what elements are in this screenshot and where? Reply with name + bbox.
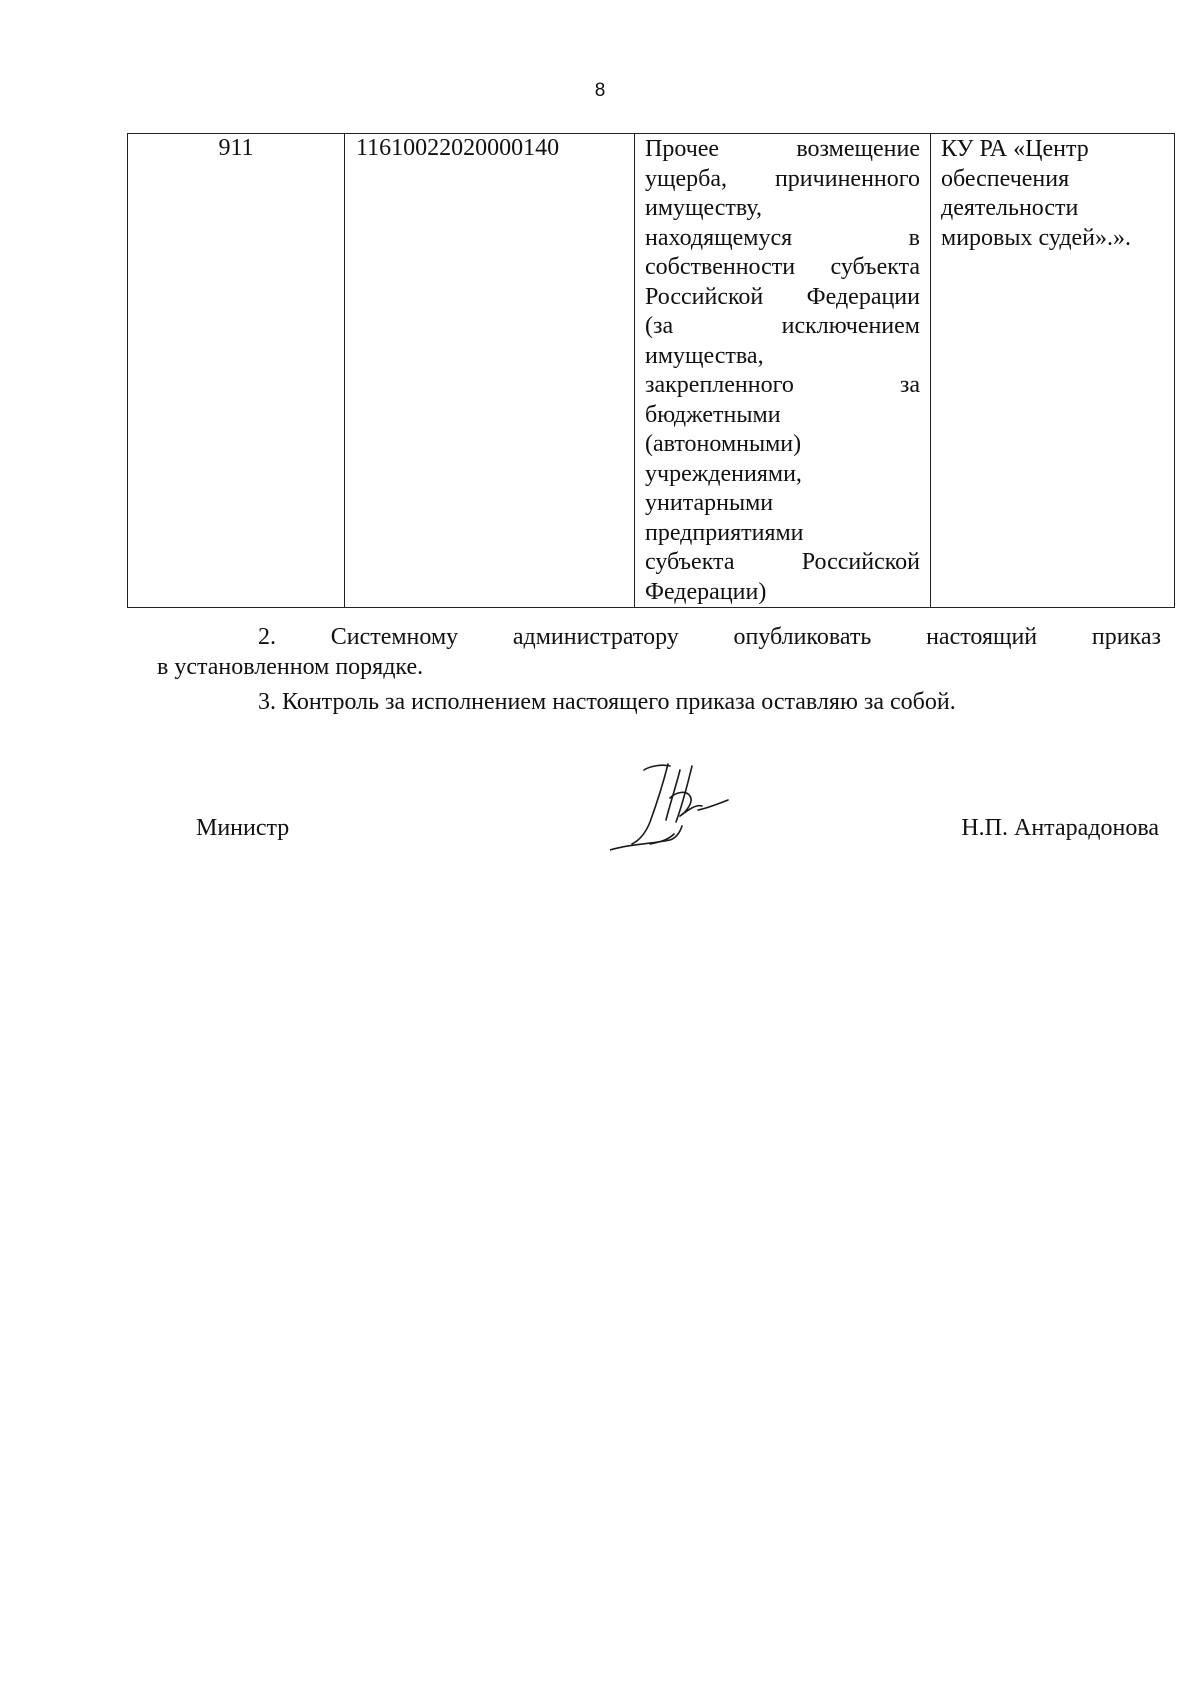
signer-position: Министр xyxy=(196,815,290,841)
description-line: (за исключением xyxy=(645,313,920,339)
description-line: Федерации) xyxy=(645,578,767,605)
paragraph-control: 3. Контроль за исполнением настоящего приказа оставляю за собой. xyxy=(258,689,956,715)
description-line: субъекта Российской xyxy=(645,549,920,575)
paragraph-line: 2. Системному администратору опубликовать настоящий приказ xyxy=(258,624,1161,650)
table-row xyxy=(128,134,1175,608)
handwritten-signature xyxy=(610,760,760,860)
description-line: предприятиями xyxy=(645,519,804,546)
description-line: ущерба, причиненного xyxy=(645,165,920,192)
description-line: бюджетными xyxy=(645,401,781,428)
description-line: закрепленного за xyxy=(645,372,920,398)
budget-codes-table xyxy=(127,133,1175,608)
paragraph-publication xyxy=(157,623,1161,682)
description-line: Российской Федерации xyxy=(645,283,920,310)
description-line: унитарными xyxy=(645,490,774,516)
kbk-cell: 11610022020000140 xyxy=(345,134,635,608)
description-line: учреждениями, xyxy=(645,460,802,487)
organization-cell xyxy=(931,134,1175,608)
organization-line: мировых судей».». xyxy=(941,224,1132,251)
description-line: (автономными) xyxy=(645,431,802,457)
code-cell: 911 xyxy=(128,134,345,608)
organization-line: деятельности xyxy=(941,195,1079,221)
organization-line: обеспечения xyxy=(941,165,1070,192)
organization-line: КУ РА «Центр xyxy=(941,136,1089,162)
signer-name: Н.П. Антарадонова xyxy=(961,815,1159,841)
description-line: собственности субъекта xyxy=(645,254,920,280)
description-line: имуществу, xyxy=(645,195,763,221)
signature-block xyxy=(0,815,1200,855)
paragraph-line: в установленном порядке. xyxy=(157,653,424,680)
page-number: 8 xyxy=(594,80,606,101)
description-line: находящемуся в xyxy=(645,224,920,251)
description-line: имущества, xyxy=(645,342,764,369)
description-line: Прочее возмещение xyxy=(645,136,920,162)
description-cell xyxy=(635,134,931,608)
